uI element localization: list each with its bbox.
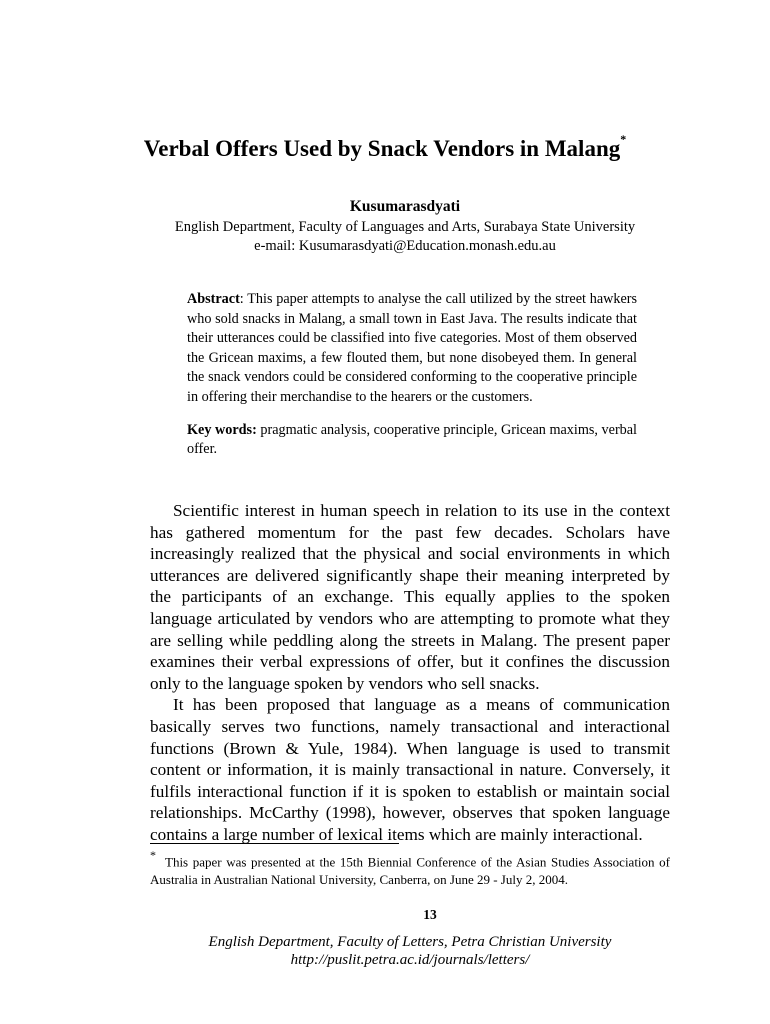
footnote-marker: * [150,848,156,862]
page-number: 13 [423,907,437,922]
author-name: Kusumarasdyati [349,198,461,215]
footnote-divider [150,843,399,844]
affiliation: English Department, Faculty of Languages and Arts, Surabaya State University [174,219,636,235]
running-footer [0,933,770,969]
footnote [150,848,670,889]
body-paragraph-2: It has been proposed that language as a means of communication basically serves two functions, namely transactional and interactional functions (Brown & Yule, 1984). When language is used to transmit content or information, it is mainly transactional in nature. Conversely, it fulfils interactional function if it is spoken to establish or maintain social relationships. McCarthy (1998), however, observes that spoken language contains a large number of lexical items which are mainly interactional. [150,695,670,844]
running-footer-url: http://puslit.petra.ac.id/journals/letters/ [290,952,530,968]
author-email: e-mail: Kusumarasdyati@Education.monash.edu.au [254,238,556,254]
keywords-label: Key words: [187,421,257,438]
abstract-block [187,290,637,460]
footnote-text: This paper was presented at the 15th Biennial Conference of the Asian Studies Association of Australia in Australian National University, Canberra, on June 29 - July 2, 2004. [150,854,670,888]
keywords-text: pragmatic analysis, cooperative principle, Gricean maxims, verbal offer. [187,421,638,458]
body-text [150,500,670,846]
paper-title [0,132,770,162]
abstract-label: Abstract [187,291,240,307]
running-footer-institution: English Department, Faculty of Letters, Petra Christian University [208,934,612,950]
abstract-paragraph [187,290,637,408]
abstract-text: : This paper attempts to analyse the call utilized by the street hawkers who sold snacks in Malang, a small town in East Java. The results indicate that their utterances could be classified into five categories. Most of them observed the Gricean maxims, a few flouted them, but none disobeyed them. In general the snack vendors could be considered conforming to the cooperative principle in offering their merchandise to the hearers or the customers. [187,291,637,405]
title-footnote-marker: * [620,132,627,147]
keywords-paragraph [187,421,637,460]
author-affiliation-block [0,218,770,256]
body-paragraph-1: Scientific interest in human speech in relation to its use in the context has gathered momentum for the past few decades. Scholars have increasingly realized that the physical and social environments in which utterances are delivered significantly shape their meaning interpreted by the participants of an exchange. This equally applies to the spoken language articulated by vendors who are attempting to promote what they are selling while peddling along the streets in Malang. The present paper examines their verbal expressions of offer, but it confines the discussion only to the language spoken by vendors who sell snacks. [150,501,670,693]
title-text: Verbal Offers Used by Snack Vendors in Malang [143,136,621,161]
